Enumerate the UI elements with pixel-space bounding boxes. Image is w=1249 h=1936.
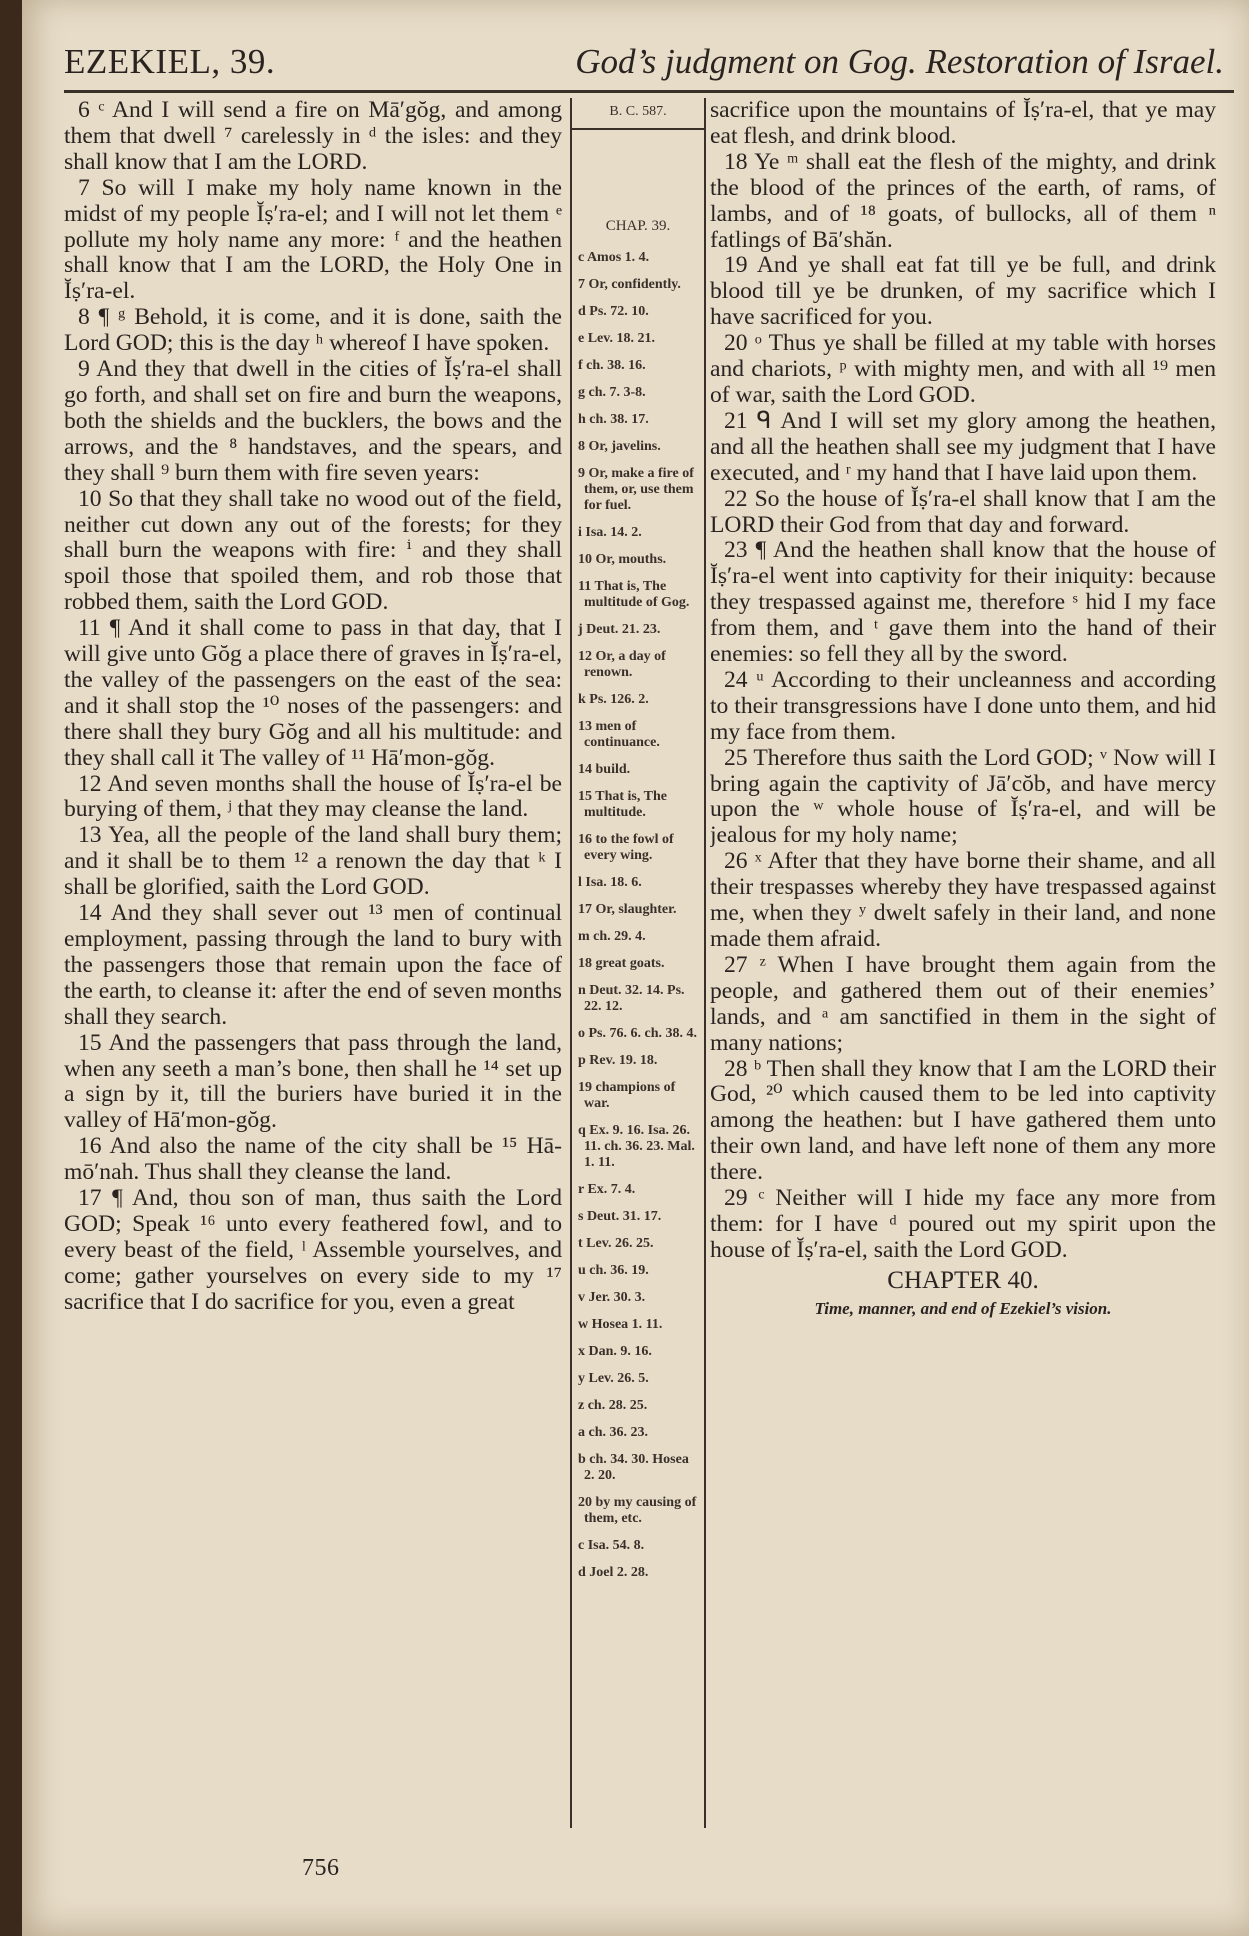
chapter-summary: Time, manner, and end of Ezekiel’s vision.	[814, 1298, 1112, 1318]
cross-reference-note: v Jer. 30. 3.	[578, 1290, 646, 1305]
verse: 18 Ye ᵐ shall eat the flesh of the mighty, and drink the blood of the princes of the earth, of rams, of lambs, and of ¹⁸ goats, of bullocks, all of them ⁿ fatlings of Bā′shăn.	[710, 148, 1216, 253]
verse: 20 ᵒ Thus ye shall be filled at my table with horses and chariots, ᵖ with mighty men, and with all ¹⁹ men of war, saith the Lord GOD.	[710, 330, 1216, 408]
verse: 22 So the house of Ĭṣ′ra-el shall know that I am the LORD their God from that day and forward.	[710, 485, 1216, 538]
verse: 23 ¶ And the heathen shall know that the house of Ĭṣ′ra-el went into captivity for their iniquity: because they trespassed against me, therefore ˢ hid I my face from them, and ᵗ gave them into the hand of their enemies: so fell they all by the sword.	[710, 537, 1216, 668]
verse: 26 ˣ After that they have borne their shame, and all their trespasses whereby they have trespassed against me, when they ʸ dwelt safely in their land, and none made them afraid.	[710, 848, 1216, 952]
cross-reference-note: l Isa. 18. 6.	[578, 875, 642, 890]
cross-reference-note: 9 Or, make a fire of them, or, use them for fuel.	[578, 466, 694, 513]
verse: 28 ᵇ Then shall they know that I am the LORD their God, ²⁰ which caused them to be led into captivity among the heathen: but I have gathered them unto their own land, and have left none of them any more there.	[710, 1055, 1216, 1186]
cross-reference-note: 11 That is, The multitude of Gog.	[578, 579, 690, 610]
cross-reference-note: 20 by my causing of them, etc.	[578, 1495, 697, 1526]
verse: 29 ᶜ Neither will I hide my face any more from them: for I have ᵈ poured out my spirit upon the house of Ĭṣ′ra-el, saith the Lord GOD.	[710, 1185, 1216, 1263]
verse: 11 ¶ And it shall come to pass in that day, that I will give unto Gŏg a place there of graves in Ĭṣ′ra-el, the valley of the passengers on the east of the sea: and it shall stop the ¹⁰ noses of the passengers: and there shall they bury Gŏg and all his multitude: and they shall call it The valley of ¹¹ Hā′mon-gŏg.	[64, 615, 562, 771]
verse: 21 ᑫ And I will set my glory among the heathen, and all the heathen shall see my judgment that I have executed, and ʳ my hand that I have laid upon them.	[710, 407, 1216, 486]
cross-reference-note: d Joel 2. 28.	[578, 1565, 649, 1580]
cross-reference-note: n Deut. 32. 14. Ps. 22. 12.	[578, 983, 685, 1014]
verse: 24 ᵘ According to their uncleanness and according to their transgressions have I done unto them, and hid my face from them.	[710, 666, 1216, 745]
verse: 10 So that they shall take no wood out of the field, neither cut down any out of the forests; for they shall burn the weapons with fire: ⁱ and they shall spoil those that spoiled them, and rob those that robbed them, saith the Lord GOD.	[64, 485, 562, 616]
right-text-column	[710, 98, 1216, 1828]
cross-reference-list	[572, 250, 704, 1581]
cross-reference-note: 8 Or, javelins.	[578, 439, 661, 454]
cross-reference-note: 12 Or, a day of renown.	[578, 649, 666, 680]
verse: 17 ¶ And, thou son of man, thus saith the Lord GOD; Speak ¹⁶ unto every feathered fowl, and to every beast of the field, ˡ Assemble yourselves, and come; gather yourselves on every side to my ¹⁷ sacrifice that I do sacrifice for you, even a great	[64, 1185, 562, 1315]
cross-reference-note: a ch. 36. 23.	[578, 1425, 648, 1440]
verse: 13 Yea, all the people of the land shall bury them; and it shall be to them ¹² a renown the day that ᵏ I shall be glorified, saith the Lord GOD.	[64, 822, 562, 901]
cross-reference-note: t Lev. 26. 25.	[578, 1236, 654, 1251]
verse: 12 And seven months shall the house of Ĭṣ′ra-el be burying of them, ʲ that they may cleanse the land.	[64, 770, 562, 823]
cross-reference-note: p Rev. 19. 18.	[578, 1053, 658, 1068]
cross-reference-note: d Ps. 72. 10.	[578, 304, 649, 319]
cross-reference-note: 15 That is, The multitude.	[578, 789, 667, 820]
cross-reference-note: r Ex. 7. 4.	[578, 1182, 636, 1197]
verse: 16 And also the name of the city shall be ¹⁵ Hā-mō′nah. Thus shall they cleanse the land.	[64, 1133, 562, 1186]
cross-reference-note: z ch. 28. 25.	[578, 1398, 648, 1413]
verse: 9 And they that dwell in the cities of Ĭṣ′ra-el shall go forth, and shall set on fire and burn the weapons, both the shields and the bucklers, the bows and the arrows, and the ⁸ handstaves, and the spears, and they shall ⁹ burn them with fire seven years:	[64, 356, 562, 486]
cross-reference-note: o Ps. 76. 6. ch. 38. 4.	[578, 1026, 697, 1041]
bible-page	[22, 0, 1249, 1936]
verse: 15 And the passengers that pass through the land, when any seeth a man’s bone, then shall he ¹⁴ set up a sign by it, till the buriers have buried it in the valley of Hā′mon-gŏg.	[64, 1029, 562, 1134]
cross-reference-note: 16 to the fowl of every wing.	[578, 832, 674, 863]
cross-reference-note: 17 Or, slaughter.	[578, 902, 677, 917]
cross-reference-note: m ch. 29. 4.	[578, 929, 646, 944]
page-topic: God’s judgment on Gog. Restoration of Israel.	[575, 42, 1224, 81]
cross-reference-note: c Isa. 54. 8.	[578, 1538, 645, 1553]
chapter-heading: CHAPTER 40.	[887, 1266, 1039, 1294]
cross-reference-note: y Lev. 26. 5.	[578, 1371, 649, 1386]
cross-reference-note: g ch. 7. 3-8.	[578, 385, 646, 400]
cross-reference-note: 19 champions of war.	[578, 1080, 676, 1111]
verse: 6 ᶜ And I will send a fire on Mā′gŏg, and among them that dwell ⁷ carelessly in ᵈ the isles: and they shall know that I am the LORD.	[64, 98, 562, 175]
page-header	[64, 38, 1234, 93]
cross-reference-note: 14 build.	[578, 762, 631, 777]
chapter-label: CHAP. 39.	[605, 218, 671, 234]
cross-reference-note: 13 men of continuance.	[578, 719, 660, 750]
verse: 8 ¶ ᵍ Behold, it is come, and it is done, saith the Lord GOD; this is the day ʰ whereof I have spoken.	[64, 304, 562, 357]
cross-reference-note: b ch. 34. 30. Hosea 2. 20.	[578, 1452, 689, 1483]
cross-reference-note: w Hosea 1. 11.	[578, 1317, 663, 1332]
cross-reference-note: s Deut. 31. 17.	[578, 1209, 662, 1224]
cross-reference-note: i Isa. 14. 2.	[578, 525, 642, 540]
verse: 7 So will I make my holy name known in the midst of my people Ĭṣ′ra-el; and I will not let them ᵉ pollute my holy name any more: ᶠ and the heathen shall know that I am the LORD, the Holy One in Ĭṣ′ra-el.	[64, 174, 562, 305]
verse: 27 ᶻ When I have brought them again from the people, and gathered them out of their enemies’ lands, and ᵃ am sanctified in them in the sight of many nations;	[710, 951, 1216, 1056]
cross-reference-note: 18 great goats.	[578, 956, 665, 971]
verse: 19 And ye shall eat fat till ye be full, and drink blood till ye be drunken, of my sacrifice which I have sacrificed for you.	[710, 252, 1216, 331]
running-head: EZEKIEL, 39.	[64, 42, 276, 81]
cross-reference-note: f ch. 38. 16.	[578, 358, 646, 373]
cross-reference-note: k Ps. 126. 2.	[578, 692, 649, 707]
page-number: 756	[302, 1855, 340, 1881]
cross-reference-note: j Deut. 21. 23.	[578, 622, 661, 637]
cross-reference-note: h ch. 38. 17.	[578, 412, 649, 427]
date-label: B. C. 587.	[572, 98, 704, 130]
verse: sacrifice upon the mountains of Ĭṣ′ra-el, that ye may eat flesh, and drink blood.	[710, 98, 1216, 149]
left-text-column	[64, 98, 562, 1828]
cross-reference-column	[570, 98, 706, 1828]
cross-reference-note: e Lev. 18. 21.	[578, 331, 655, 346]
cross-reference-note: c Amos 1. 4.	[578, 250, 650, 265]
verse: 25 Therefore thus saith the Lord GOD; ᵛ Now will I bring again the captivity of Jā′cŏb, and have mercy upon the ʷ whole house of Ĭṣ′ra-el, and will be jealous for my holy name;	[710, 744, 1216, 849]
verse: 14 And they shall sever out ¹³ men of continual employment, passing through the land to bury with the passengers those that remain upon the face of the earth, to cleanse it: after the end of seven months shall they search.	[64, 900, 562, 1030]
cross-reference-note: q Ex. 9. 16. Isa. 26. 11. ch. 36. 23. Mal. 1. 11.	[578, 1123, 695, 1170]
cross-reference-note: x Dan. 9. 16.	[578, 1344, 652, 1359]
cross-reference-note: u ch. 36. 19.	[578, 1263, 649, 1278]
cross-reference-note: 10 Or, mouths.	[578, 552, 667, 567]
cross-reference-note: 7 Or, confidently.	[578, 277, 681, 292]
